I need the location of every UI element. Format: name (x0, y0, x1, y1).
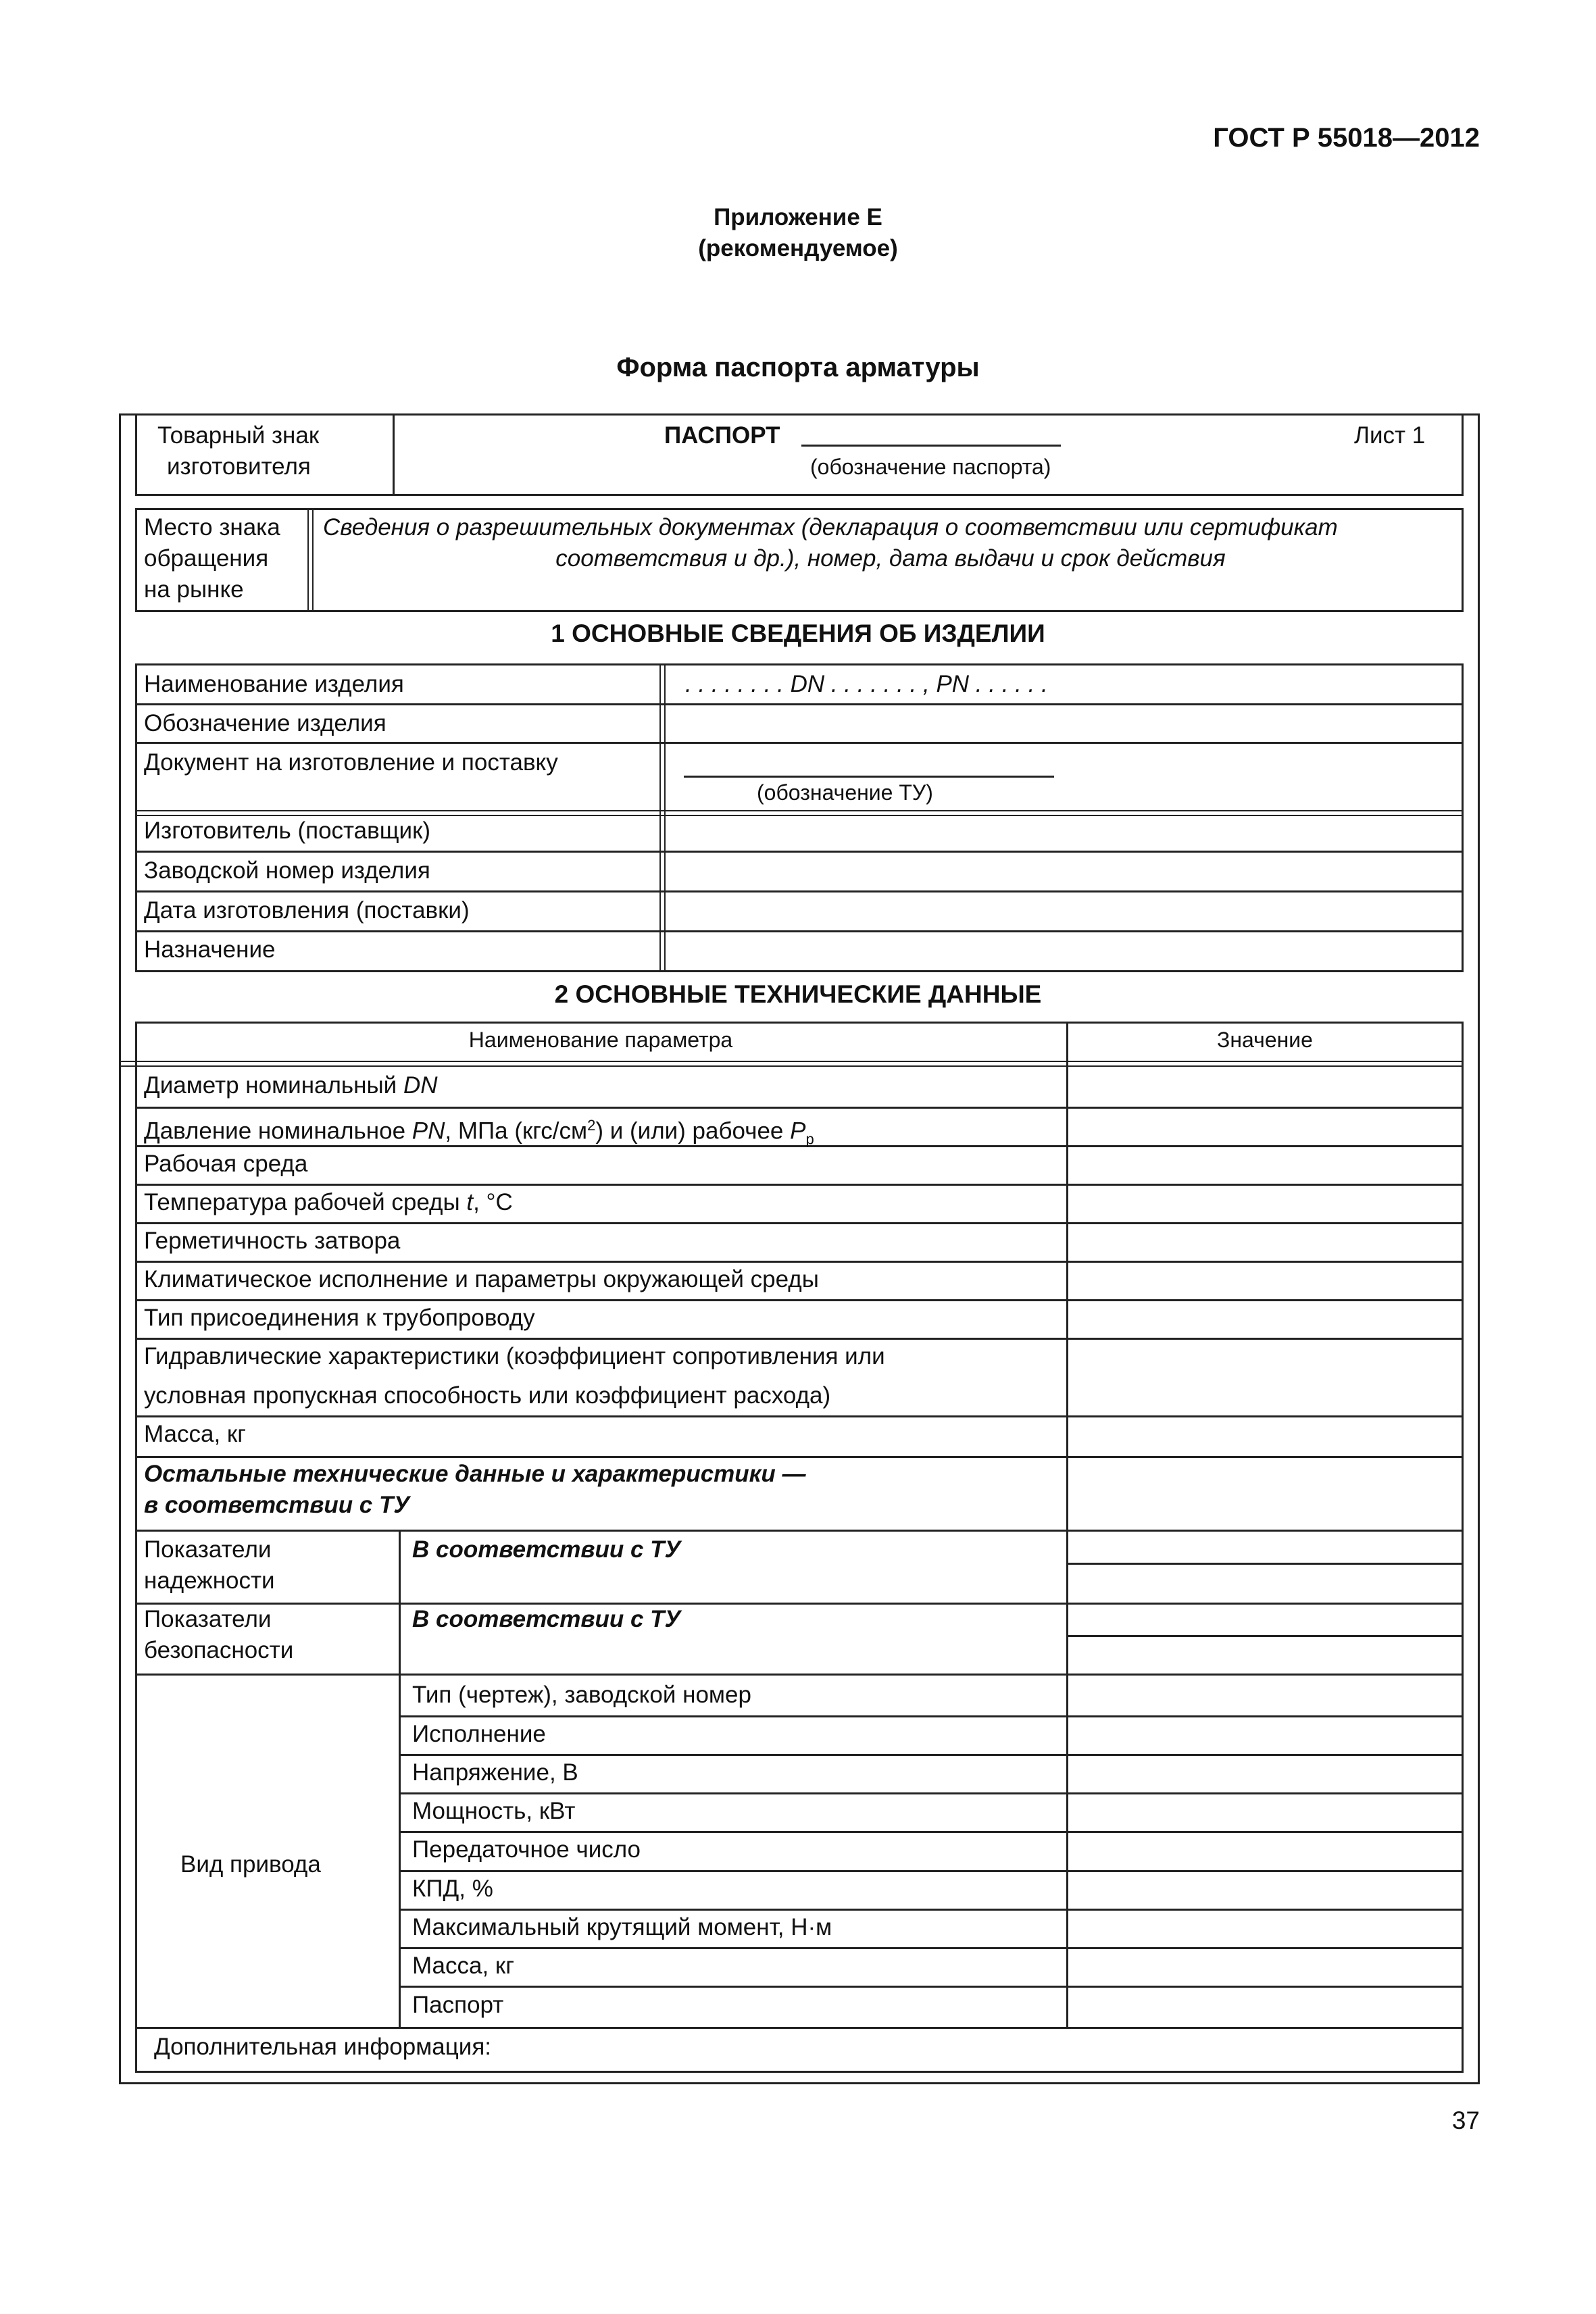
tu-caption: (обозначение ТУ) (757, 780, 933, 805)
s2-row-mass: Масса, кг (144, 1421, 247, 1447)
market-sign-line3: на рынке (144, 576, 244, 603)
col-value-header: Значение (1217, 1028, 1313, 1052)
section1-title: 1 ОСНОВНЫЕ СВЕДЕНИЯ ОБ ИЗДЕЛИИ (551, 620, 1045, 647)
permit-docs-line1: Сведения о разрешительных документах (декларация о соответствии или сертификат (323, 514, 1338, 540)
reliability-label-line2: надежности (144, 1567, 275, 1594)
s2-row-other-line2: в соответствии с ТУ (144, 1492, 410, 1518)
s2-row-connection: Тип присоединения к трубопроводу (144, 1305, 535, 1331)
drive-type-label: Вид привода (180, 1851, 321, 1878)
drive-row-power: Мощность, кВт (412, 1798, 576, 1824)
s2-row-hydro-line2: условная пропускная способность или коэффициент расхода) (144, 1382, 831, 1409)
drive-row-ratio: Передаточное число (412, 1836, 641, 1863)
passport-caption: (обозначение паспорта) (810, 455, 1051, 479)
safety-label-line2: безопасности (144, 1637, 294, 1663)
form-title: Форма паспорта арматуры (616, 353, 980, 382)
s2-row-pn: Давление номинальное PN, МПа $(кгс/см^2)$ и (или) рабочее $P_р$ (144, 1117, 814, 1148)
s2-row-dn: Диаметр номинальный DN (144, 1072, 438, 1099)
s1-row-serial: Заводской номер изделия (144, 857, 430, 884)
s2-row-other-line1: Остальные технические данные и характеристики — (144, 1461, 806, 1487)
drive-row-voltage: Напряжение, В (412, 1759, 578, 1786)
s2-row-medium: Рабочая среда (144, 1151, 308, 1177)
standard-number: ГОСТ Р 55018—2012 (1213, 123, 1480, 153)
section2-title: 2 ОСНОВНЫЕ ТЕХНИЧЕСКИЕ ДАННЫЕ (554, 980, 1042, 1008)
s1-row-name: Наименование изделия (144, 671, 404, 697)
drive-row-type: Тип (чертеж), заводской номер (412, 1682, 751, 1708)
col-param-header: Наименование параметра (468, 1028, 733, 1052)
passport-header-box (135, 413, 1464, 496)
appendix-type: (рекомендуемое) (698, 235, 898, 261)
s2-row-temp: Температура рабочей среды t, °С (144, 1189, 513, 1215)
trademark-label-line1: Товарный знак (157, 422, 320, 449)
s2-row-tightness: Герметичность затвора (144, 1228, 401, 1254)
s1-row-designation: Обозначение изделия (144, 710, 386, 736)
safety-label-line1: Показатели (144, 1606, 272, 1632)
drive-row-torque: Максимальный крутящий момент, Н·м (412, 1914, 832, 1940)
market-sign-line1: Место знака (144, 514, 280, 540)
permit-docs-line2: соответствия и др.), номер, дата выдачи и срок действия (555, 545, 1226, 572)
drive-row-version: Исполнение (412, 1721, 546, 1747)
drive-row-efficiency: КПД, % (412, 1876, 493, 1902)
s1-row-manufacturer: Изготовитель (поставщик) (144, 818, 431, 844)
passport-label: ПАСПОРТ (664, 422, 780, 449)
safety-per-tu: В соответствии с ТУ (412, 1606, 681, 1632)
s1-row-document: Документ на изготовление и поставку (144, 749, 558, 776)
s1-row-purpose: Назначение (144, 936, 276, 963)
reliability-per-tu: В соответствии с ТУ (412, 1536, 681, 1563)
appendix-label: Приложение Е (714, 204, 882, 230)
page-number: 37 (1451, 2107, 1480, 2134)
market-sign-line2: обращения (144, 545, 269, 572)
passport-number-line (801, 445, 1061, 447)
drive-row-passport: Паспорт (412, 1992, 504, 2018)
reliability-label-line1: Показатели (144, 1536, 272, 1563)
drive-row-mass: Масса, кг (412, 1953, 515, 1979)
s1-name-value: . . . . . . . . DN . . . . . . . , PN . . . . . . (685, 671, 1048, 697)
s2-row-hydro-line1: Гидравлические характеристики (коэффициент сопротивления или (144, 1343, 885, 1369)
s2-row-climate: Климатическое исполнение и параметры окружающей среды (144, 1266, 819, 1292)
s1-row-date: Дата изготовления (поставки) (144, 897, 470, 924)
additional-info-label: Дополнительная информация: (154, 2034, 491, 2060)
sheet-label: Лист 1 (1354, 422, 1426, 449)
trademark-label-line2: изготовителя (167, 453, 311, 480)
